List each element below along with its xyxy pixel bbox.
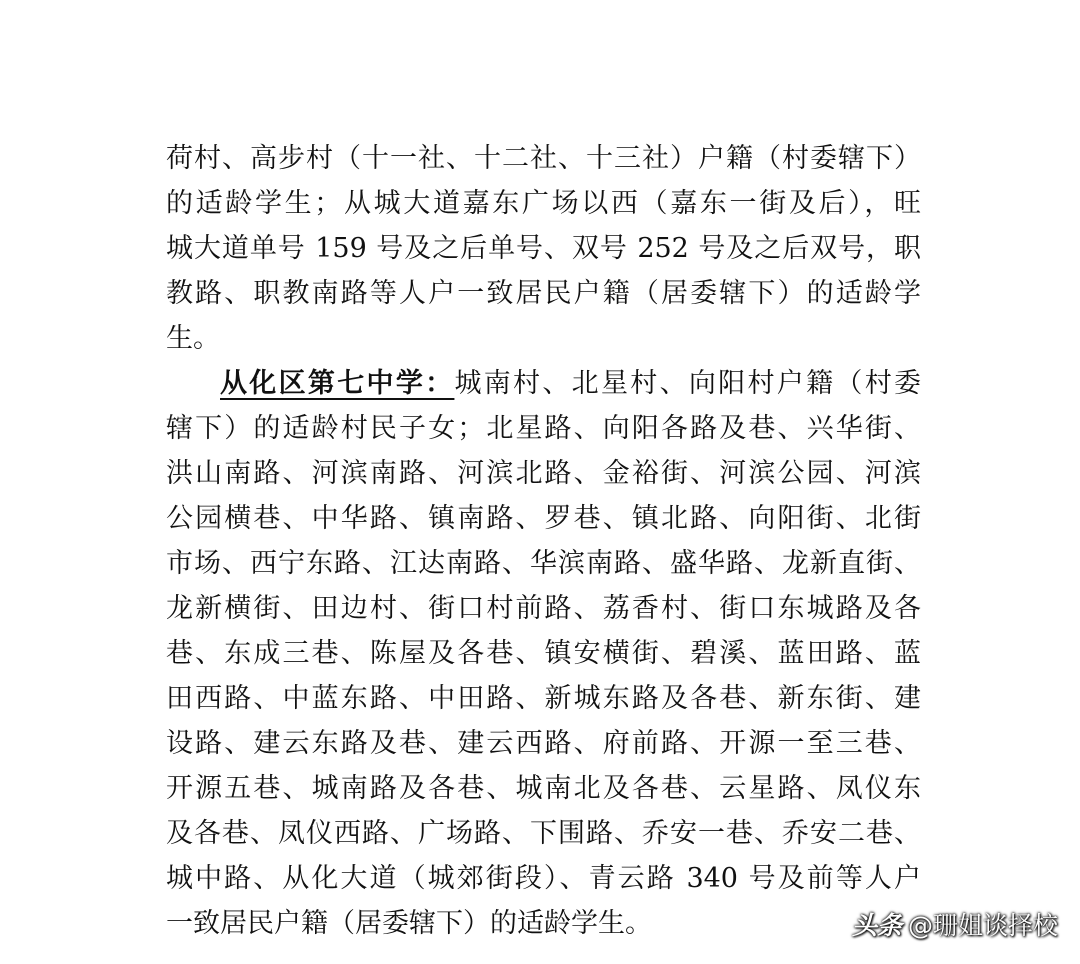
heading-line-rest: 城南村、北星村、向阳村户籍（村委 bbox=[454, 368, 922, 399]
text-line: 城大道单号 159 号及之后单号、双号 252 号及之后双号，职 bbox=[166, 233, 921, 264]
school-heading: 从化区第七中学： bbox=[220, 368, 455, 399]
text-line: 市场、西宁东路、江达南路、华滨南路、盛华路、龙新直街、 bbox=[166, 548, 921, 579]
watermark-brand: 头条 bbox=[851, 911, 902, 940]
text-line: 荷村、高步村（十一社、十二社、十三社）户籍（村委辖下） bbox=[166, 143, 921, 174]
text-line: 设路、建云东路及巷、建云西路、府前路、开源一至三巷、 bbox=[166, 728, 921, 759]
text-line: 一致居民户籍（居委辖下）的适龄学生。 bbox=[166, 908, 652, 939]
document-text bbox=[166, 136, 921, 946]
watermark bbox=[852, 906, 1058, 942]
text-line: 城中路、从化大道（城郊街段）、青云路 340 号及前等人户 bbox=[166, 863, 921, 894]
watermark-handle: @珊姐谈择校 bbox=[907, 911, 1058, 940]
text-line: 及各巷、凤仪西路、广场路、下围路、乔安一巷、乔安二巷、 bbox=[166, 818, 921, 849]
text-line: 洪山南路、河滨南路、河滨北路、金裕街、河滨公园、河滨 bbox=[166, 458, 921, 489]
paragraph-1 bbox=[166, 136, 921, 361]
text-line: 龙新横街、田边村、街口村前路、荔香村、街口东城路及各 bbox=[166, 593, 921, 624]
text-line: 辖下）的适龄村民子女；北星路、向阳各路及巷、兴华街、 bbox=[166, 413, 921, 444]
text-line: 田西路、中蓝东路、中田路、新城东路及各巷、新东街、建 bbox=[166, 683, 921, 714]
paragraph-2 bbox=[166, 361, 921, 946]
paragraph-first-line bbox=[166, 361, 921, 406]
text-line: 公园横巷、中华路、镇南路、罗巷、镇北路、向阳街、北街 bbox=[166, 503, 921, 534]
text-line: 生。 bbox=[166, 323, 220, 354]
text-line: 巷、东成三巷、陈屋及各巷、镇安横街、碧溪、蓝田路、蓝 bbox=[166, 638, 921, 669]
text-line: 教路、职教南路等人户一致居民户籍（居委辖下）的适龄学 bbox=[166, 278, 921, 309]
text-line: 开源五巷、城南路及各巷、城南北及各巷、云星路、凤仪东 bbox=[166, 773, 921, 804]
text-line: 的适龄学生；从城大道嘉东广场以西（嘉东一街及后），旺 bbox=[166, 188, 921, 219]
